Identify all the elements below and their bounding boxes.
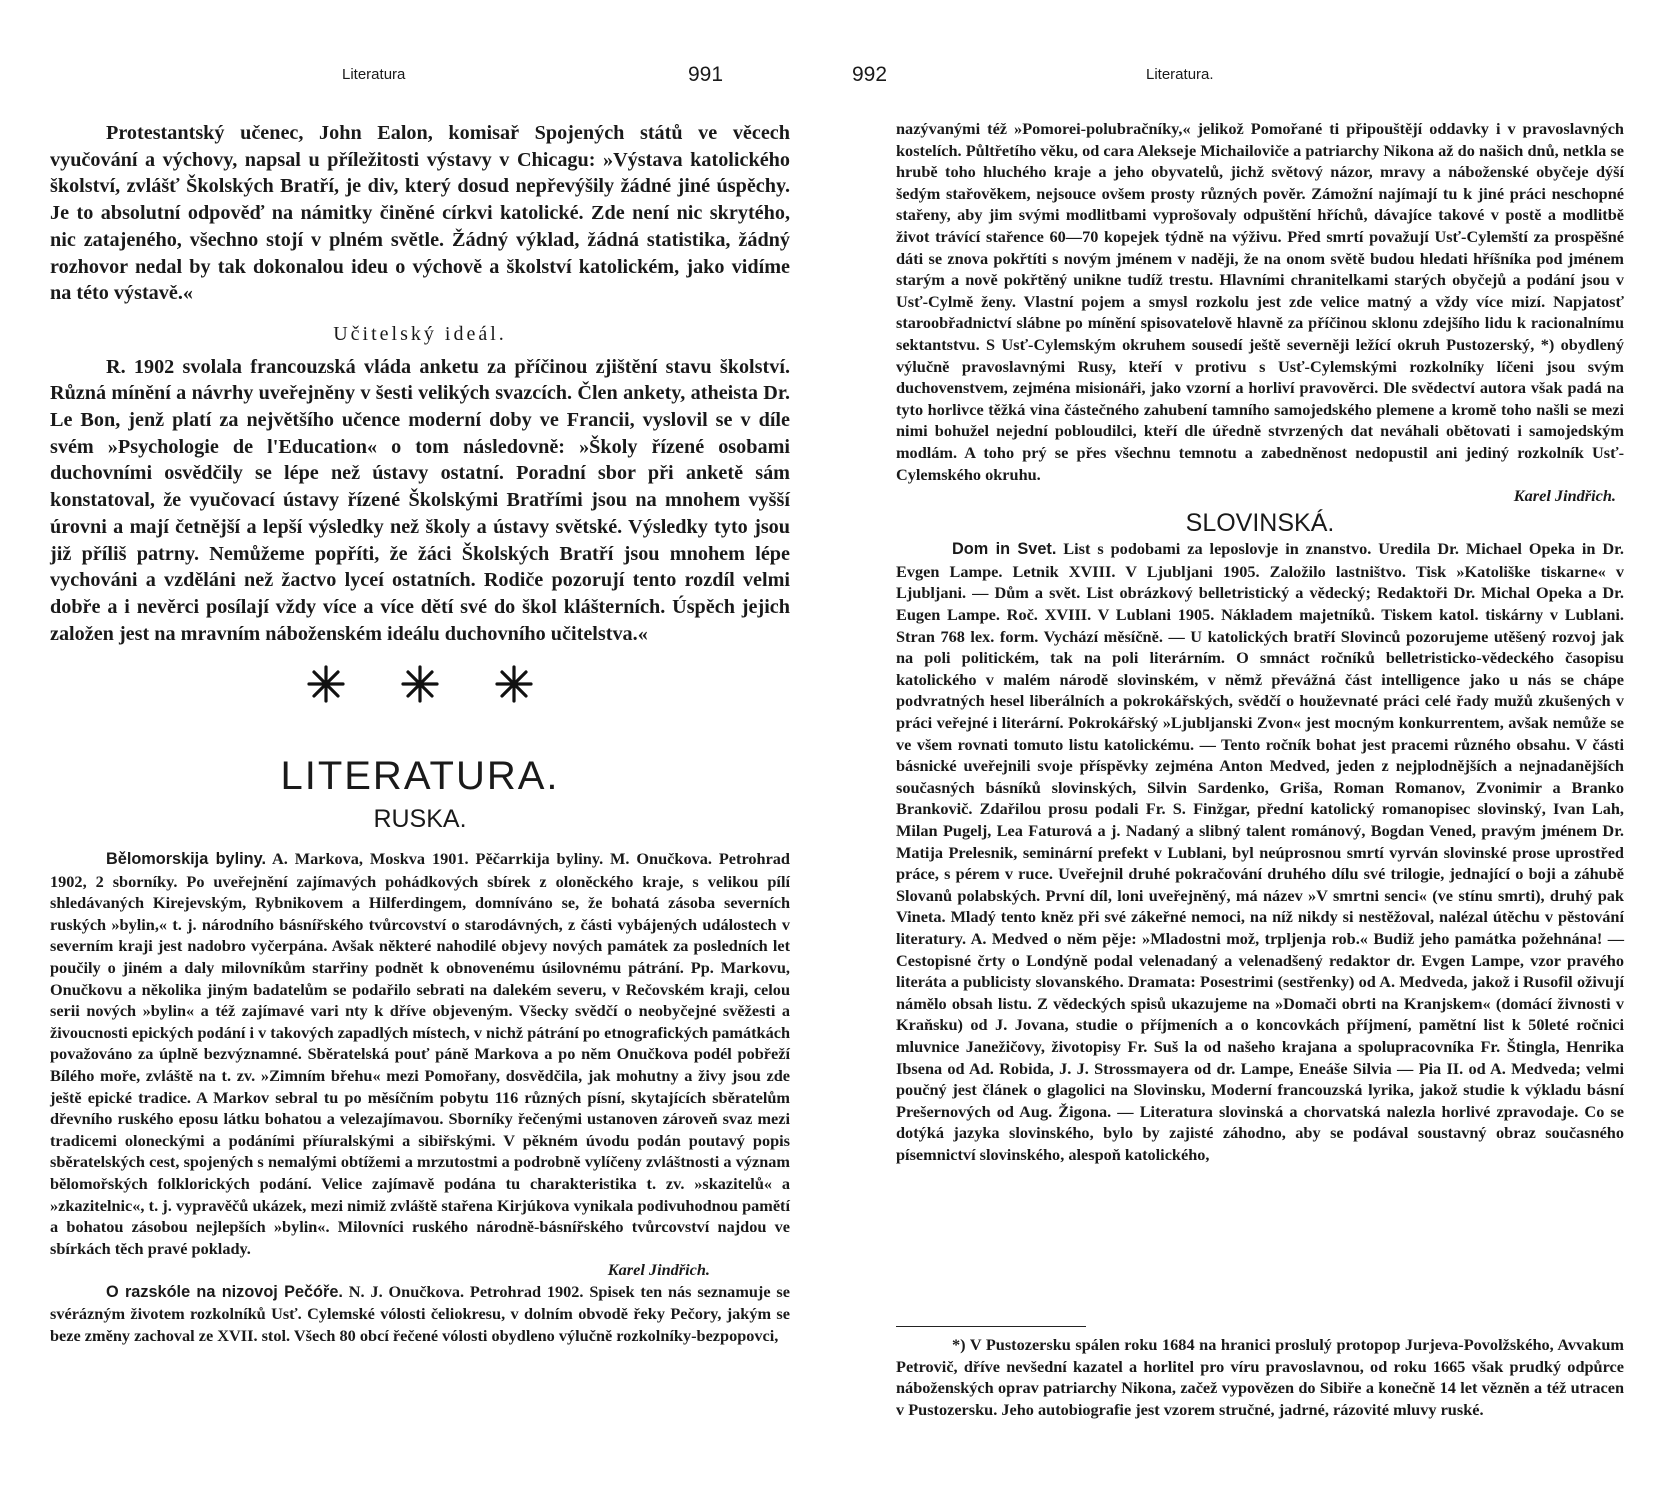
russian-reviews (50, 848, 790, 1347)
footnote: *) V Pustozersku spálen roku 1684 na hranici proslulý protopop Jurjeva-Povolžského, Avvakum Petrovič, dříve nevšední kazatel a horlitel pro víru pravoslavnou, od roku 1665 však prudký odpůrce náboženských oprav patriarchy Nikona, začež vypovězen do Sibiře a konečně 14 let vězněn a též utracen v Pustozersku. Jeho autobiografie jest vzorem stručné, jadrné, rázovité mluvy ruské. (896, 1335, 1624, 1419)
review-razskole (50, 1281, 790, 1347)
star-ornament-icon (306, 664, 346, 704)
right-running-header: Literatura. (1146, 66, 1214, 83)
review-title: Bělomorskija byliny. (106, 850, 266, 868)
subtitle-russian: RUSKA. (373, 805, 467, 833)
review-signature: Karel Jindřich. (607, 1260, 710, 1280)
review-body: A. Markova, Moskva 1901. Pěčarrkija byliny. M. Onučkova. Petrohrad 1902, 2 sborníky. Po uveřejnění zajímavých pohádkových sbírek z oloněckého kraje, s velikou pílí shledávaných Kirejevským, Rybnikovem a Hilferdingem, domníváno se, že bohatá zásoba severních ruských »bylin,« t. j. národního básnířského tvůrcovství o starodávných, z části vybájených událostech v severním kraji jest nadobro vyčerpána. Avšak některé nahodilé objevy nových památek za posledních let poučily o jiném a daly milovníkům starřiny podnět k obnovenému úsilovnému pátrání. Pp. Markovu, Onučkovu a několika jiným badatelům se podařilo sebrati na dalekém severu, v Rečovském kraji, celou serii nových »bylin« a též zajímavé vari nty k dříve objeveným. Všecky svědčí o neobyčejné svěžesti a živoucnosti epických podání i v takových zapadlých místech, v nichž pátrání po etnografických památkách považováno za úplně bezvýznamné. Sběratelská pouť páně Markova a po něm Onučkova podél pobřeží Bílého moře, zvláště na t. zv. »Zimním břehu« mezi Pomořany, dosvědčila, jak mohutny a živy jsou zde ještě epické tradice. A Markov sebral tu po měsíčním pobytu 116 různých písní, skytajících sběratelům dřevního ruského eposu látku bohatou a velezajímavou. Sborníky řečenými ustanoven zároveň svaz mezi tradicemi oloneckými a podáními příuralskými a sibiřskými. V pěkném úvodu podán poutavý popis sběratelských cest, spojených s nemalými obtížemi a mrzutostmi a podrobně vylíčeny zvláštnosti a význam bělomořských folklorických podání. Velice zajímavě podána tu charakteristika t. zv. »skazitelů« a »zkazitelnic«, t. j. vypravěčů ukázek, mezi nimiž zvláště stařena Kirjúkova vynikala podivuhodnou pamětí a bohatou zásobou nejlepších »bylin«. Milovníci ruského národně-básnířského tvůrcovství najdou ve sbírkách těch pravé poklady. (50, 849, 790, 1258)
right-column (896, 118, 1624, 1166)
left-page-number: 991 (688, 63, 724, 86)
review-body: List s podobami za leposlovje in znanstvo. Uredila Dr. Michael Opeka in Dr. Evgen Lampe. Letnik XVIII. V Ljubljani 1905. Založilo lastništvo. Tisk »Katoliške tiskarne« v Ljubljani. — Dům a svět. List obrázkový belletristický a vědecký; Redaktoři Dr. Michal Opeka a Dr. Eugen Lampe. Roč. XVIII. V Lublani 1905. Nákladem majetníků. Tiskem katol. tiskárny v Lublani. Stran 768 lex. form. Vychází měsíčně. — U katolických bratří Slovinců pozorujeme utěšený rozvoj jak na poli politickém, tak na poli literárním. O smnáct ročníků belletristicko-vědeckého časopisu katolického v malém národě slovinském, v němž převážná část intelligence jako u nás se chápe podvratných hesel liberálních a pokrokářských, svědčí o houževnaté práci celé řady mužů zkušených v práci veřejné i literární. Pokrokářský »Ljubljanski Zvon« jest mocným konkurrentem, avšak nemůže se ve všem rovnati tomuto listu katolickému. — Tento ročník bohat jest pracemi různého obsahu. V části básnické uveřejnili svoje příspěvky zejména Anton Medved, jeden z nejplodnějších a nejnadanějších současných básníků slovinských, Silvin Sardenko, Griša, Roman Romanov, Zvonimir a Branko Brankovič. Zdařilou prosu podali Fr. S. Finžgar, přední katolický romanopisec slovinský, Ivan Lah, Milan Pugelj, Lea Faturová a j. Nadaný a slibný talent románový, Bogdan Vened, pravým jménem Dr. Matija Prelesnik, seminární prefekt v Lublani, byl neúprosnou smrtí vyrván slovinské prose uprostřed práce, s pérem v ruce. Uveřejnil druhé pokračování druhého dílu své trilogie, jednající o boji a záhubě Slovanů polabských. První díl, loni uveřejněný, má název »V smrtni senci« (ve stínu smrti), druhý pak Vineta. Mladý tento kněz při své zákeřné nemoci, na níž nikdy si nestěžoval, nalézal útěchu v pěstování literatury. A. Medved o něm pěje: »Mladostni mož, trpljenja rob.« Budiž jeho památka požehnána! — Cestopisné črty o Londýně podal velenadaný a velenadšený redaktor dr. Evgen Lampe, vzor pravého literáta a publicisty slovanského. Dramata: Posestrimi (sestřenky) od A. Medveda, jakož i Rusofil oživují námělo obsah listu. Z vědeckých spisů ukazujeme na »Domači obrti na Kranjskem« (domácí živnosti v Kraňsku) od J. Jovana, studie o příjmeních a o koncovkách příjmení, pamětní list k 50leté ročnici mluvnice Janežičovy, životopisy Fr. Suš la od našeho krajana a spolupracovníka Fr. Štingla, Henrika Ibsena od Ad. Robida, J. J. Strossmayera od dr. Lampe, Eneáše Silvia — Pia II. od A. Medveda; velmi poučný jest článek o glagolici na Slovinsku, Moderní francouzská lyrika, jakož studie k výkladu básní Prešernových od Aug. Žigona. — Literatura slovinská a chorvatská nalezla horlivé zpravodaje. Co se dotýká jazyka slovinského, bylo by zajisté záhodno, aby se podával soustavný obraz současného písemnictví slovinského, alespoň katolického, (896, 539, 1624, 1164)
review-continuation: nazývanými též »Pomorei-polubračníky,« jelikož Pomořané ti připouštějí oddavky i v pravoslavných kostelích. Půltřetího věku, od cara Alekseje Michailoviče a patriarchy Nikona až do našich dnů, netkla se hrubě toho hluchého kraje a jeho obyvatelů, jichž světový názor, mravy a náboženské obyčeje dýší šedým stařověkem, nejsouce ovšem prosty různých pověr. Zámožní najímají tu k jiné práci neschopné stařeny, aby jim svými modlitbami vyprošovaly odpuštění hříchů, dávajíce takové v postě a modlitbě život trávící stařence 60—70 kopejek týdně na výživu. Před smrtí považují Usť-Cylemští za prospěšné dáti se znova pokřtíti s novým jménem v naději, že na onom světě budou hledati hříšníka pod jménem starým a nově pokřtěný unikne tudíž trestu. Hlavními chranitelkami starých obyčejů a podání jsou v Usť-Cylmě ženy. Vlastní pojem a smysl rozkolu jest zde velice matný a vždy více mizí. Napjatosť staroobřadnictví slábne po mínění spisovatelově hlavně za příčinou sklonu zdejšího lidu k racionalnímu sektantstvu. S Usť-Cylemským okruhem sousedí ještě severněji ležící okruh Pustozerský, *) obydlený výlučně pravoslavnými Rusy, kteří v protivu s Usť-Cylemskými rozkolníky líčeni jsou svým duchovenstvem, zejména misionáři, jako vzorní a horliví pravověrci. Dle svědectví autora však padá na tyto horlivce těžká vina částečného zahubení tamního samojedského plemene a kromě toho našli se mezi nimi bohužel nejední pobloudilci, kteří dle úředně stvrzených dat neváhali obětovati i samojedským modlám. A toho prý se přes všechnu temnotu a zabedněnost nedopustil ani jediný rozkolník Usť-Cylemského okruhu. (896, 119, 1624, 484)
footnote-rule (896, 1326, 1086, 1327)
review-title: O razskóle na nizovoj Pečóře. (106, 1282, 343, 1301)
star-ornament-icon (494, 664, 534, 704)
paragraph-french-survey: R. 1902 svolala francouzská vláda anketu za příčinou zjištění stavu školství. Různá mínění a návrhy uveřejněny v šesti velikých svazcích. Člen ankety, atheista Dr. Le Bon, jenž platí za největšího učence moderní doby ve Francii, vyslovil se v díle svém »Psychologie de l'Education« o tom následovně: »Školy řízené osobami duchovními osvědčily se lépe než ústavy ostatní. Poradní sbor při anketě sám konstatoval, že vyučovací ústavy řízené Školskými Bratřími jsou na mnohem vyšší úrovni a mají četnější a lepší výsledky než školy a ústavy světské. Výsledky tyto jsou již příliš patrny. Nemůžeme popříti, že žáci Školských Bratří jsou mnohem lépe vychováni a vzděláni než žactvo lyceí ostatních. Rodiče pozorují tento rozdíl velmi dobře a i nevěrci posílají vždy více a více dětí své do škol klášterních. Úspěch jejich založen jest na mravním náboženském ideálu duchovního učitelstva.« (50, 355, 790, 645)
review-body: N. J. Onučkova. Petrohrad 1902. Spisek ten nás seznamuje se svérázným životem rozkolníků Usť. Cylemské vólosti čeliokresu, v dolním obvodě řeky Pečory, jakým se beze změny zachoval ze XVII. stol. Všech 80 obcí řečené vólosti obydleno výlučně rozkolníky-bezpopovci, (50, 1281, 790, 1346)
main-title: LITERATURA. (280, 754, 560, 798)
section-heading-teacher-ideal: Učitelský ideál. (333, 322, 507, 345)
left-column (50, 120, 790, 647)
review-dom-in-svet (896, 538, 1624, 1165)
right-page (834, 0, 1668, 1500)
paragraph-chicago-exhibition: Protestantský učenec, John Ealon, komisař Spojených států ve věcech vyučování a výchovy, napsal u příležitosti výstavy v Chicagu: »Výstava katolického školství, zvlášť Školských Bratří, je div, který dosud nepřevýšily žádné jiné úspěchy. Je to absolutní odpověď na námitky činěné církvi katolické. Zde není nic skrytého, nic zatajeného, všechno stojí v plném světle. Žádný výklad, žádná statistika, žádný rozhovor nedal by tak dokonalou ideu o výchově a školství katolickém, jako vidíme na této výstavě.« (50, 122, 790, 305)
ornament-stars (50, 664, 790, 704)
left-running-header: Literatura (342, 66, 406, 83)
review-title: Dom in Svet. (952, 540, 1057, 559)
right-page-number: 992 (852, 63, 888, 86)
review-signature: Karel Jindřich. (1513, 486, 1616, 506)
star-ornament-icon (400, 664, 440, 704)
review-belomorskija (50, 848, 790, 1259)
subtitle-slovenian: SLOVINSKÁ. (1185, 508, 1335, 537)
